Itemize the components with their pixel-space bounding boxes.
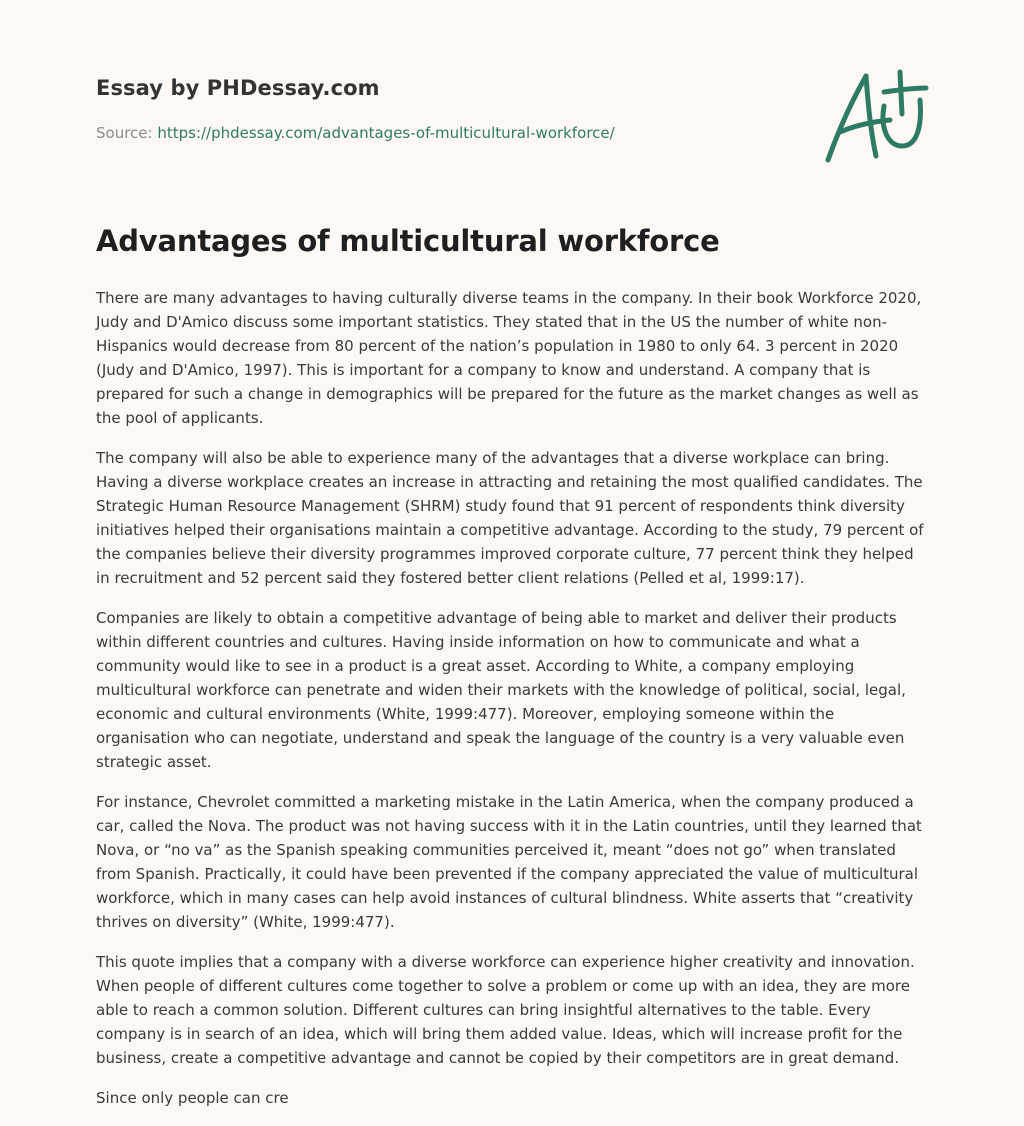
paragraph: This quote implies that a company with a diverse workforce can experience higher creativity and innovation. When people of different cultures come together to solve a problem or come up with an idea, they are more able to reach a common solution. Different cultures can bring insightful alternatives to the table. Every company is in search of an idea, which will bring them added value. Ideas, which will increase profit for the business, create a competitive advantage and cannot be copied by their competitors are in great demand. [96, 953, 915, 1067]
paragraph: For instance, Chevrolet committed a marketing mistake in the Latin America, when the company produced a car, called the Nova. The product was not having success with it in the Latin countries, until they learned that Nova, or “no va” as the Spanish speaking communities perceived it, meant “does not go” when translated from Spanish. Practically, it could have been prevented if the company appreciated the value of multicultural workforce, which in many cases can help avoid instances of cultural blindness. White asserts that “creativity thrives on diversity” (White, 1999:477). [96, 793, 922, 931]
source-link[interactable]: https://phdessay.com/advantages-of-multicultural-workforce/ [157, 124, 615, 142]
source-line [96, 124, 615, 142]
article-body [96, 286, 932, 1126]
paragraph: Companies are likely to obtain a competitive advantage of being able to market and deliver their products within different countries and cultures. Having inside information on how to communicate and what a community would like to see in a product is a great asset. According to White, a company employing multicultural workforce can penetrate and widen their markets with the knowledge of political, social, legal, economic and cultural environments (White, 1999:477). Moreover, employing someone within the organisation who can negotiate, understand and speak the language of the country is a very valuable even strategic asset. [96, 609, 906, 771]
site-name: Essay by PHDessay.com [96, 76, 380, 100]
a-plus-logo-icon [818, 66, 934, 170]
article-title: Advantages of multicultural workforce [96, 224, 720, 258]
source-label: Source: [96, 124, 158, 142]
paragraph: The company will also be able to experience many of the advantages that a diverse workplace can bring. Having a diverse workplace creates an increase in attracting and retaining the most qualified candidates. The Strategic Human Resource Management (SHRM) study found that 91 percent of respondents think diversity initiatives helped their organisations maintain a competitive advantage. According to the study, 79 percent of the companies believe their diversity programmes improved corporate culture, 77 percent think they helped in recruitment and 52 percent said they fostered better client relations (Pelled et al, 1999:17). [96, 449, 924, 587]
paragraph: Since only people can cre [96, 1089, 289, 1107]
paragraph: There are many advantages to having culturally diverse teams in the company. In their book Workforce 2020, Judy and D'Amico discuss some important statistics. They stated that in the US the number of white non-Hispanics would decrease from 80 percent of the nation’s population in 1980 to only 64. 3 percent in 2020 (Judy and D'Amico, 1997). This is important for a company to know and understand. A company that is prepared for such a change in demographics will be prepared for the future as the market changes as well as the pool of applicants. [96, 289, 922, 427]
